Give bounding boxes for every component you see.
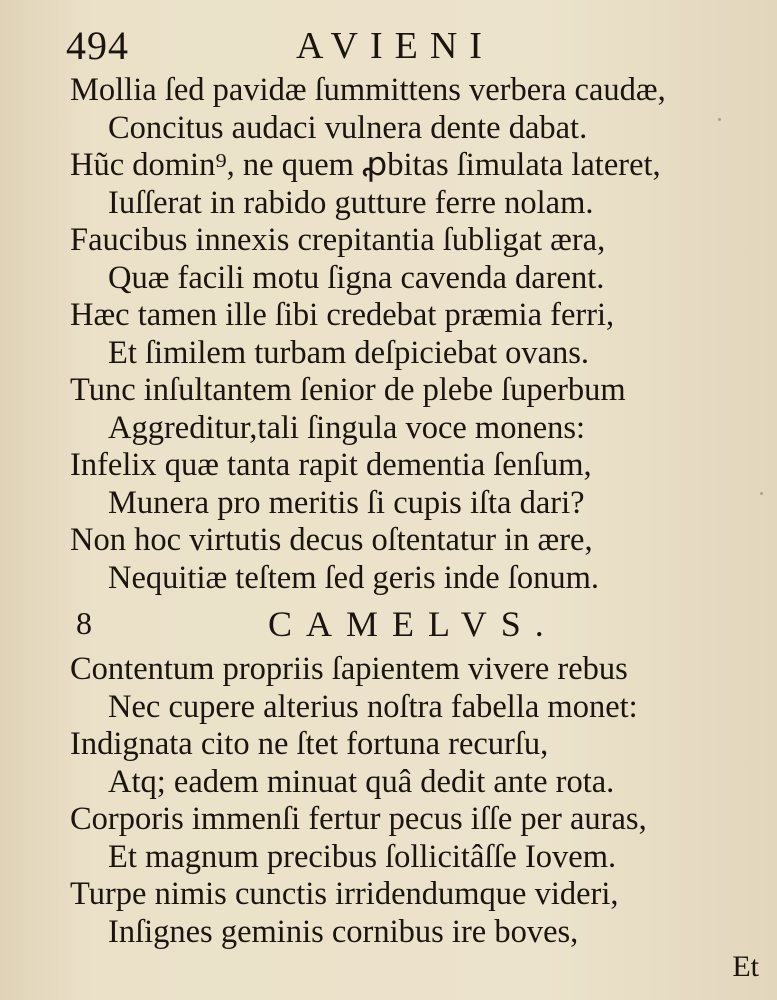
paper-speck xyxy=(718,118,721,121)
page-header xyxy=(66,22,756,70)
verse-line: Corporis immenſi fertur pecus iſſe per auras, xyxy=(70,801,647,837)
fable-number: 8 xyxy=(76,605,92,641)
verse-line: Atq; eadem minuat quâ dedit ante rota. xyxy=(108,763,615,800)
verse-line: Inſignes geminis cornibus ire boves, xyxy=(108,913,579,950)
catchword: Et xyxy=(732,950,759,983)
verse-line: Et ſimilem turbam deſpiciebat ovans. xyxy=(108,334,590,371)
verse-line: Hæc tamen ille ſibi credebat præmia ferri, xyxy=(70,297,615,333)
verse-line: Iuſſerat in rabido gutture ferre nolam. xyxy=(108,184,594,221)
verse-line: Munera pro meritis ſi cupis iſta dari? xyxy=(108,484,585,521)
verse-line: Aggreditur,tali ſingula voce monens: xyxy=(108,409,586,446)
verse-line: Non hoc virtutis decus oſtentatur in ære, xyxy=(70,522,593,558)
verse-line: Nec cupere alterius noſtra fabella monet: xyxy=(108,688,638,725)
verse-line: Indignata cito ne ſtet fortuna recurſu, xyxy=(70,726,549,762)
paper-speck xyxy=(760,492,763,495)
verse-line: Quæ facili motu ſigna cavenda darent. xyxy=(108,259,605,296)
verse-block-second xyxy=(0,651,777,951)
fable-title: CAMELVS. xyxy=(268,604,558,644)
verse-block-first xyxy=(0,72,777,597)
verse-line: Contentum propriis ſapientem vivere rebus xyxy=(70,651,628,687)
verse-line: Concitus audaci vulnera dente dabat. xyxy=(108,109,588,146)
verse-line: Turpe nimis cunctis irridendumque videri, xyxy=(70,876,619,912)
verse-line: Tunc inſultantem ſenior de plebe ſuperbum xyxy=(70,372,626,408)
verse-line: Nequitiæ teſtem ſed geris inde ſonum. xyxy=(108,559,600,596)
page-number: 494 xyxy=(66,23,129,68)
fable-heading xyxy=(76,603,676,647)
verse-line: Infelix quæ tanta rapit dementia ſenſum, xyxy=(70,447,592,483)
verse-line: Faucibus innexis crepitantia ſubligat æra, xyxy=(70,222,606,258)
running-head: AVIENI xyxy=(296,25,494,67)
verse-line: Hũc domin⁹, ne quem ꝓbitas ſimulata lateret, xyxy=(70,147,661,183)
verse-line: Mollia ſed pavidæ ſummittens verbera caudæ, xyxy=(70,72,666,108)
verse-line: Et magnum precibus ſollicitâſſe Iovem. xyxy=(108,838,617,875)
